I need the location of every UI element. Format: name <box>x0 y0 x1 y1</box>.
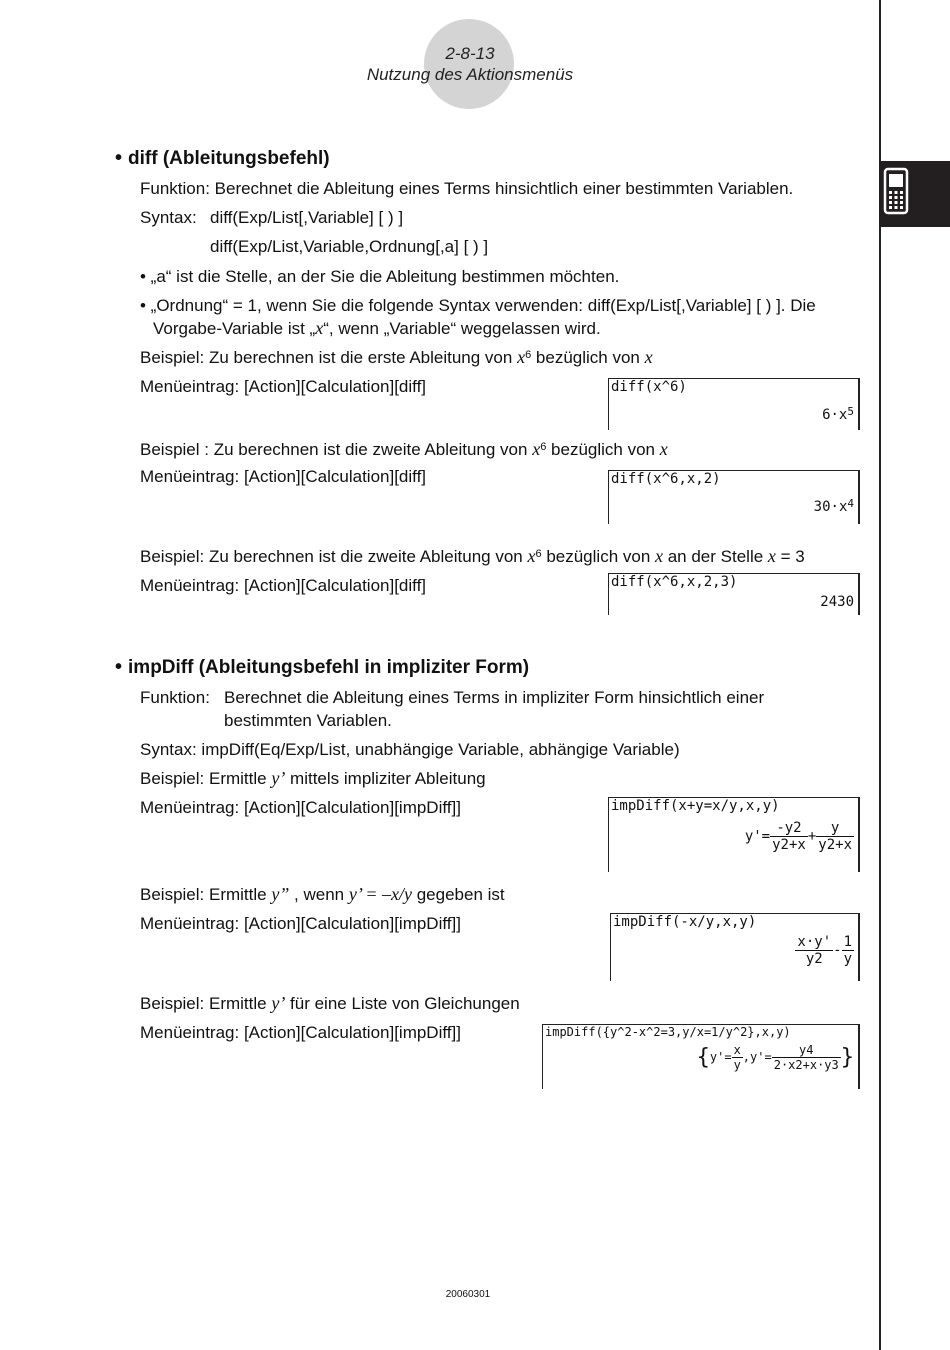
diff-bullet-2-line1: • „Ordnung“ = 1, wenn Sie die folgende Syntax verwenden: diff(Exp/List[,Variable] [ ) ]. Die <box>140 296 816 315</box>
impdiff-syntax: Syntax: impDiff(Eq/Exp/List, unabhängige Variable, abhängige Variable) <box>140 740 680 759</box>
screen-input: impDiff(-x/y,x,y) <box>613 914 757 930</box>
diff-screen-1 <box>608 378 860 430</box>
screen-output: y'= $\frac{-y2}{y2+x}$ + $\frac{y}{y2+x}$ <box>744 820 852 853</box>
diff-syntax-label: Syntax: <box>140 208 197 227</box>
impdiff-menu-2: Menüeintrag: [Action][Calculation][impDiff]] <box>140 914 461 933</box>
screen-input: impDiff({y^2-x^2=3,y/x=1/y^2},x,y) <box>545 1025 791 1039</box>
impdiff-menu-3: Menüeintrag: [Action][Calculation][impDiff]] <box>140 1023 461 1042</box>
header-circle <box>424 19 514 109</box>
chapter-tab <box>879 161 950 227</box>
impdiff-function-line1: Berechnet die Ableitung eines Terms in impliziter Form hinsichtlich einer <box>224 688 765 707</box>
diff-bullet-1: • „a“ ist die Stelle, an der Sie die Ableitung bestimmen möchten. <box>140 267 620 286</box>
impdiff-screen-1 <box>608 797 860 872</box>
screen-output: {y'= $\frac{x}{y}$ ,y'= $\frac{y4}{2\cdot x2+x\cdot y3}$ } <box>696 1043 854 1072</box>
diff-menu-2: Menüeintrag: [Action][Calculation][diff] <box>140 467 427 486</box>
impdiff-menu-1: Menüeintrag: [Action][Calculation][impDiff]] <box>140 798 461 817</box>
page-number: 2-8-13 <box>445 44 495 63</box>
impdiff-heading: • impDiff (Ableitungsbefehl in impliziter Form) <box>115 656 530 678</box>
diff-screen-2 <box>608 470 860 524</box>
diff-menu-3: Menüeintrag: [Action][Calculation][diff] <box>140 576 427 595</box>
diff-menu-1: Menüeintrag: [Action][Calculation][diff] <box>140 377 427 396</box>
footer-code: 20060301 <box>445 1289 491 1300</box>
screen-input: impDiff(x+y=x/y,x,y) <box>611 798 780 814</box>
impdiff-example-2: Beispiel: Ermittle y” , wenn y’ = –x/y gegeben ist <box>140 884 505 904</box>
diff-screen-3 <box>608 573 860 615</box>
impdiff-function-line2: bestimmten Variablen. <box>224 711 392 730</box>
diff-example-1: Beispiel: Zu berechnen ist die erste Ableitung von $x^6$ bezüglich von x <box>140 347 653 367</box>
impdiff-screen-2 <box>610 913 860 981</box>
impdiff-screen-3 <box>542 1024 860 1089</box>
diff-heading: • diff (Ableitungsbefehl) <box>115 147 330 169</box>
screen-input: diff(x^6,x,2) <box>611 471 721 487</box>
impdiff-example-1: Beispiel: Ermittle y’ mittels impliziter Ableitung <box>140 768 486 788</box>
screen-output: $30\cdot x^4$ <box>813 497 854 515</box>
diff-example-2: Beispiel : Zu berechnen ist die zweite Ableitung von $x^6$ bezüglich von x <box>140 439 668 459</box>
diff-function: Funktion: Berechnet die Ableitung eines Terms hinsichtlich einer bestimmten Variablen. <box>140 179 794 198</box>
screen-input: diff(x^6,x,2,3) <box>611 574 738 590</box>
screen-output: $6\cdot x^5$ <box>822 405 854 423</box>
section-title: Nutzung des Aktionsmenüs <box>366 65 574 84</box>
diff-example-3: Beispiel: Zu berechnen ist die zweite Ableitung von $x^6$ bezüglich von x an der Stelle x = 3 <box>140 546 805 566</box>
diff-syntax-1: diff(Exp/List[,Variable] [ ) ] <box>210 208 404 227</box>
diff-syntax-2: diff(Exp/List,Variable,Ordnung[,a] [ ) ] <box>210 237 489 256</box>
screen-input: diff(x^6) <box>611 379 687 395</box>
impdiff-example-3: Beispiel: Ermittle y’ für eine Liste von Gleichungen <box>140 993 520 1013</box>
calculator-icon <box>879 161 950 227</box>
impdiff-function-label: Funktion: <box>140 688 210 707</box>
screen-output: $\frac{x\cdot y'}{y2}$ - $\frac{1}{y}$ <box>797 934 852 967</box>
diff-bullet-2-line2: Vorgabe-Variable ist „x“, wenn „Variable“ weggelassen wird. <box>153 318 601 338</box>
screen-output: 2430 <box>820 594 854 610</box>
